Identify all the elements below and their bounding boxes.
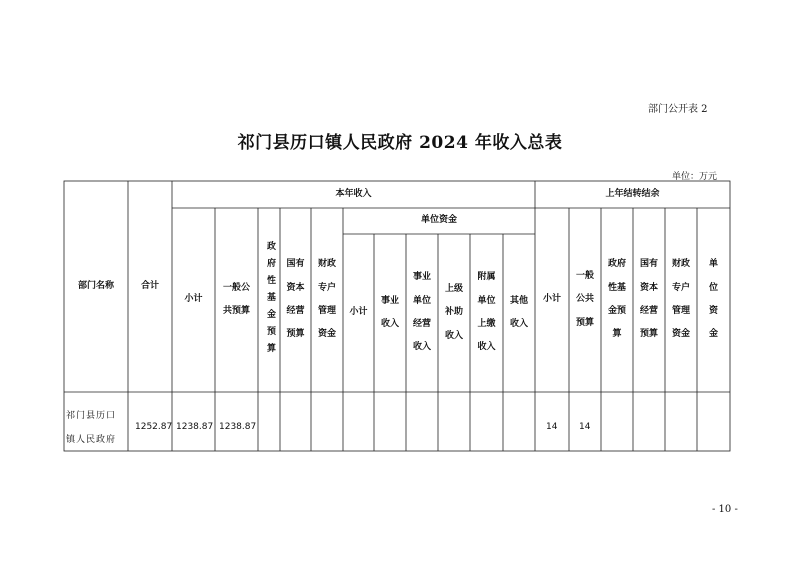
header-affiliated-payment-income: 附属单位上缴收入 xyxy=(477,272,496,353)
document-title: 祁门县历口镇人民政府 2024 年收入总表 xyxy=(237,133,563,153)
form-number: 部门公开表 2 xyxy=(648,104,708,115)
header-fiscal-special-fund: 财政专户管理资金 xyxy=(317,259,336,340)
header-superior-subsidy: 上级补助收入 xyxy=(445,283,464,341)
header-gov-fund-budget: 政府性基金预算 xyxy=(264,240,275,360)
header-prior-subtotal: 小计 xyxy=(542,294,561,305)
header-unit-subtotal: 小计 xyxy=(349,307,368,318)
row-dept-name: 祁门县历口镇人民政府 xyxy=(66,411,117,445)
header-prior-fiscal-special-fund: 财政专户管理资金 xyxy=(672,259,691,340)
header-state-capital-budget: 国有资本经营预算 xyxy=(286,259,305,340)
header-total: 合计 xyxy=(140,280,159,291)
header-prior-state-capital-budget: 国有资本经营预算 xyxy=(640,259,659,340)
header-business-income: 事业收入 xyxy=(381,295,400,329)
row-prior-subtotal: 14 xyxy=(546,422,558,432)
row-subtotal: 1238.87 xyxy=(176,422,214,432)
row-total: 1252.87 xyxy=(135,422,173,432)
page-number: - 10 - xyxy=(712,504,738,515)
row-prior-general-budget: 14 xyxy=(579,422,591,432)
header-subtotal: 小计 xyxy=(184,294,203,305)
header-other-income: 其他收入 xyxy=(510,295,529,329)
header-prior-year-carryover: 上年结转结余 xyxy=(605,188,660,199)
header-current-year-income: 本年收入 xyxy=(335,188,372,199)
header-dept-name: 部门名称 xyxy=(77,280,114,291)
header-business-operating-income: 事业单位经营收入 xyxy=(413,272,432,353)
unit-label: 单位：万元 xyxy=(672,172,718,182)
header-prior-general-budget: 一般公共预算 xyxy=(576,270,595,328)
header-general-budget: 一般公共预算 xyxy=(223,282,251,316)
header-prior-unit-funds: 单位资金 xyxy=(708,259,718,340)
header-prior-gov-fund-budget: 政府性基金预算 xyxy=(608,259,627,340)
header-unit-funds: 单位资金 xyxy=(420,215,457,226)
row-general-budget: 1238.87 xyxy=(219,422,257,432)
